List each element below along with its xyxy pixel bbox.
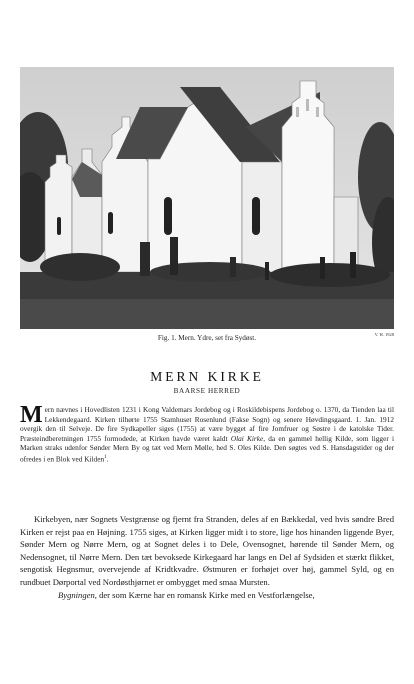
page-title: MERN KIRKE <box>150 369 264 384</box>
drop-cap: M <box>20 402 43 428</box>
body-paragraph-2 <box>20 589 394 602</box>
intro-end: . <box>106 454 109 464</box>
footnote-marker: 1 <box>104 454 107 460</box>
main-text <box>20 513 394 601</box>
intro-italic: Olai Kirke <box>230 433 264 443</box>
intro-text-1: ern nævnes i Hovedlisten 1231 i Kong Valdemars Jordebog og i Roskildebispens Jordebog o. 1370, da Tienden laa til Lekkendegaard. Kirken tilhørte 1755 Stamhuset Rosenlund (Fakse Sogn) og senere Høvdingsgaard. 1. Jan. 1912 overgik den til Selveje. De fire Sydkapeller siges (1755) at være bygget af fire Jomfruer og Søstre i de katolske Tider. Præsteindberetningen 1755 formodede, at Kirken havde været kaldt <box>20 405 394 443</box>
body-paragraph-1: Kirkebyen, nær Sognets Vestgrænse og fjernt fra Stranden, deles af en Bækkedal, ved hvis søndre Bred Kirken er rejst paa en Højning. 1755 siges, at Kirken ligger midt i to store, lige hos hinanden liggende Byer, Sønder Mern og Nørre Mern, og at Sognet deles i to Dele, Ovensognet, hørende til Sønder Mern, og Nedensognet, til Nørre Mern. Den tæt bevoksede Kirkegaard har langs en Del af Sydsiden et stærkt flikket, sengotisk Hegnsmur, overvejende af Kridtkvadre. Østmuren er forhøjet over høj, gammel Syld, og en rundbuet Dørportal ved Nordøsthjørnet er ombygget med smaa Mursten. <box>20 514 394 587</box>
intro-paragraph <box>20 402 395 464</box>
intro-text-2: , da en gammel hellig Kilde, som ligger i Marken straks udenfor Sønder Mern By og tæt ved Mern Mølle, hed S. Oles Kilde. Den søgtes ved S. Hansdagstider og der ofredes i en Blok ved Kilden <box>20 433 395 464</box>
body-paragraph-2-text: , der som Kærne har en romansk Kirke med en Vestforlængelse, <box>94 589 315 600</box>
body-italic-term: Bygningen <box>58 589 95 600</box>
church-photograph <box>20 67 394 329</box>
page-subtitle: BAARSE HERRED <box>173 387 241 395</box>
photo-credit: V. H. 1928 <box>374 332 394 337</box>
figure-caption: Fig. 1. Mern. Ydre, set fra Sydøst. <box>157 334 257 342</box>
